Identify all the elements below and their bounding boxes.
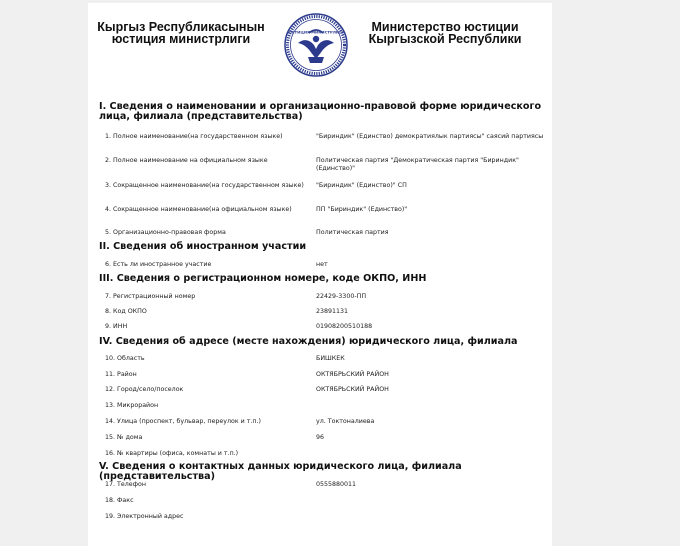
field-value: 23891131 (316, 308, 349, 315)
field-value: ПП "Бириндик" (Единство)" (316, 206, 408, 213)
section-title-4: IV. Сведения об адресе (месте нахождения) юридического лица, филиала (99, 336, 518, 347)
section-title-5: V. Сведения о контактных данных юридического лица, филиала (представительства) (99, 461, 462, 482)
field-label: 1. Полное наименование(на государственном языке) (105, 133, 283, 140)
field-label: 6. Есть ли иностранное участие (105, 261, 212, 268)
field-value: 22429-3300-ПП (316, 293, 367, 300)
field-label: 15. № дома (105, 434, 143, 441)
document-page (88, 3, 552, 546)
section-title-3: III. Сведения о регистрационном номере, коде ОКПО, ИНН (99, 273, 427, 284)
field-value: БИШКЕК (316, 355, 345, 362)
ministry-emblem-icon (284, 13, 348, 77)
field-label: 18. Факс (105, 497, 134, 504)
field-value: Политическая партия (316, 229, 389, 236)
field-label: 10. Область (105, 355, 145, 362)
field-value: "Бириндик" (Единство) демократиялык партиясы" саясий партиясы (316, 133, 544, 140)
header-russian (350, 21, 540, 45)
header-right-line2: Кыргызской Республики (368, 32, 522, 46)
field-label: 12. Город/село/поселок (105, 386, 184, 393)
field-value: "Бириндик" (Единство)" СП (316, 182, 407, 189)
header-left-line1: Кыргыз Республикасынын (97, 20, 265, 34)
emblem-text: ЮСТИЦИЯ МИНИСТРЛИГИ (287, 29, 345, 35)
field-label: 11. Район (105, 371, 137, 378)
field-value: 01908200510188 (316, 323, 373, 330)
field-label: 5. Организационно-правовая форма (105, 229, 226, 236)
field-label: 2. Полное наименование на официальном языке (105, 157, 268, 164)
section-title-1: I. Сведения о наименовании и организационно-правовой форме юридического лица, филиала (представительства) (99, 101, 542, 122)
field-label: 8. Код ОКПО (105, 308, 147, 315)
header-right-line1: Министерство юстиции (371, 20, 519, 34)
field-value: 0555880011 (316, 481, 357, 488)
field-label: 17. Телефон (105, 481, 146, 488)
field-label: 7. Регистрационный номер (105, 293, 196, 300)
field-value: ОКТЯБРЬСКИЙ РАЙОН (316, 371, 389, 378)
field-value: 96 (316, 434, 325, 441)
field-value: ул. Токтоналиева (316, 418, 375, 425)
section-title-2: II. Сведения об иностранном участии (99, 241, 307, 252)
field-label: 14. Улица (проспект, бульвар, переулок и т.п.) (105, 418, 261, 425)
field-label: 19. Электронный адрес (105, 513, 184, 520)
field-label: 9. ИНН (105, 323, 128, 330)
field-value: ОКТЯБРЬСКИЙ РАЙОН (316, 386, 389, 393)
field-label: 16. № квартиры (офиса, комнаты и т.п.) (105, 450, 239, 457)
field-label: 13. Микрорайон (105, 402, 159, 409)
header-kyrgyz (86, 21, 276, 45)
field-label: 4. Сокращенное наименование(на официальном языке) (105, 206, 292, 213)
field-value: Политическая партия "Демократическая партия "Бириндик" (Единство)" (316, 157, 519, 172)
field-value: нет (316, 261, 328, 268)
header-left-line2: юстиция министрлиги (111, 32, 251, 46)
field-label: 3. Сокращенное наименование(на государственном языке) (105, 182, 304, 189)
